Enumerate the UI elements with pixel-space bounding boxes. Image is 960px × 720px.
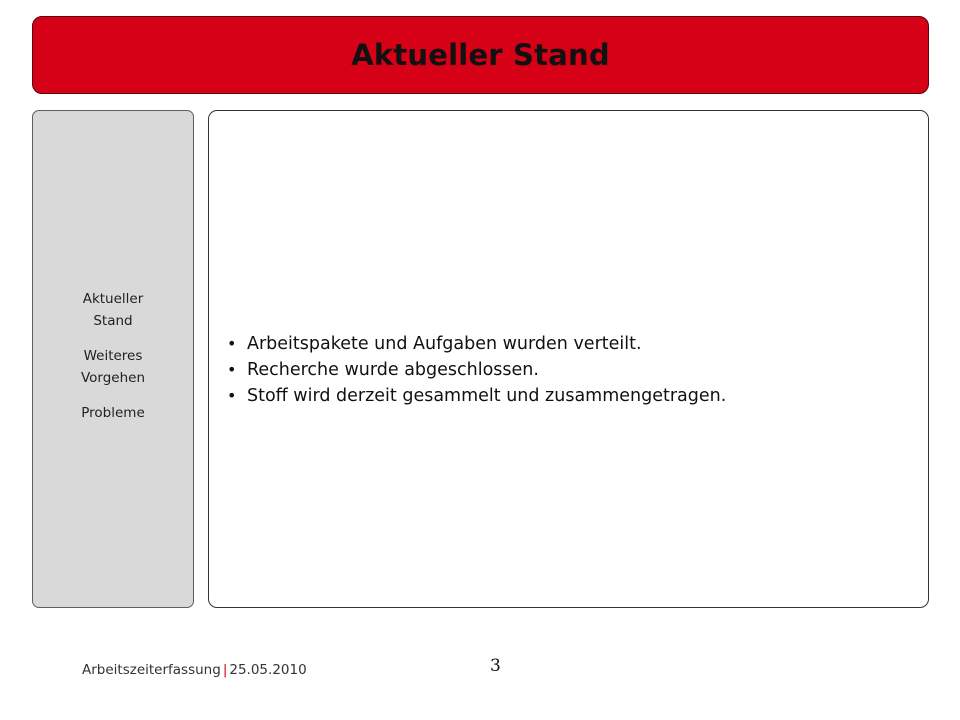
bullet-text: Arbeitspakete und Aufgaben wurden verteilt. — [247, 334, 642, 354]
sidebar-nav — [32, 110, 194, 608]
list-item — [227, 383, 726, 409]
slide-title: Aktueller Stand — [351, 38, 610, 72]
footer — [82, 662, 307, 678]
list-item — [227, 357, 726, 383]
bullet-icon: • — [227, 360, 237, 379]
title-bar — [32, 16, 929, 94]
bullet-icon: • — [227, 386, 237, 405]
footer-title: Arbeitszeiterfassung — [82, 662, 221, 678]
sidebar-item-aktueller-stand[interactable]: Aktueller Stand — [82, 291, 144, 329]
bullet-icon: • — [227, 334, 237, 353]
sidebar-item-probleme[interactable]: Probleme — [81, 405, 145, 421]
footer-separator: | — [222, 662, 228, 678]
content-panel — [208, 110, 929, 608]
list-item — [227, 331, 726, 357]
bullet-text: Recherche wurde abgeschlossen. — [247, 360, 539, 380]
footer-date: 25.05.2010 — [229, 662, 307, 678]
sidebar-item-weiteres-vorgehen[interactable]: Weiteres Vorgehen — [80, 348, 146, 386]
page-number: 3 — [490, 656, 501, 676]
bullet-list — [227, 331, 726, 409]
bullet-text: Stoff wird derzeit gesammelt und zusammengetragen. — [247, 386, 727, 406]
